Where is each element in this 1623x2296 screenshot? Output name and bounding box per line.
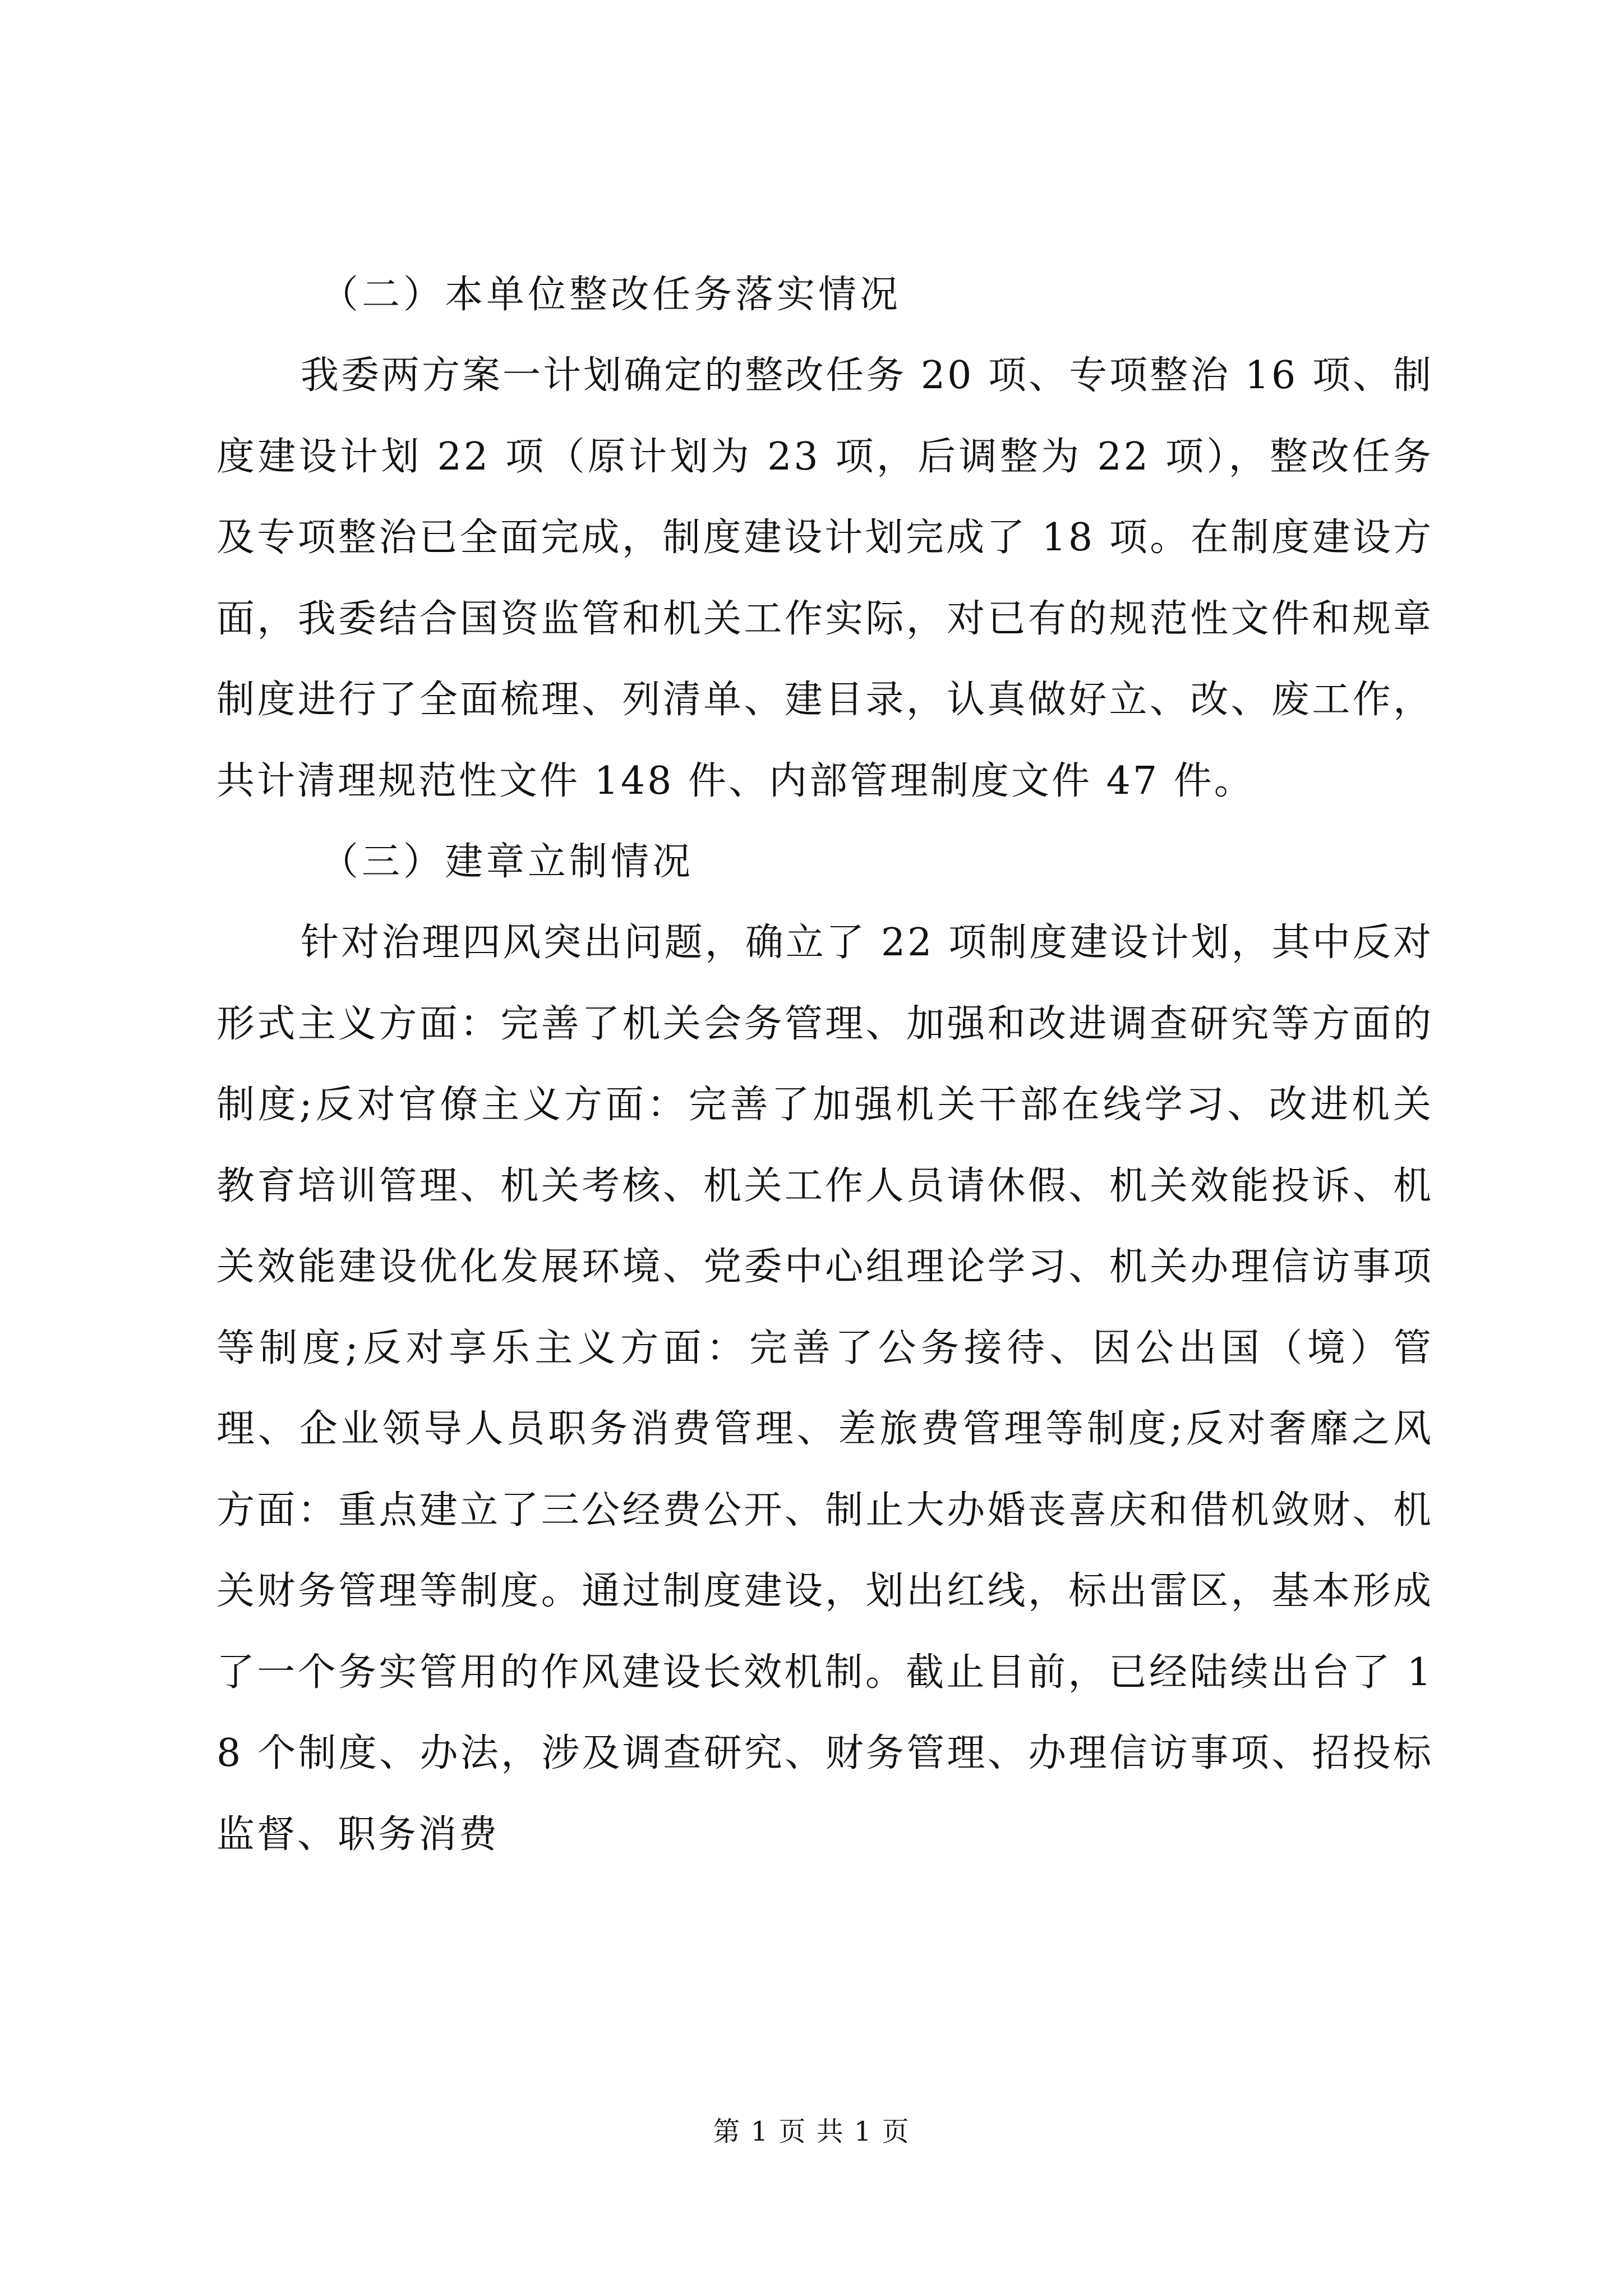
document-body — [216, 255, 1433, 1875]
section-paragraph-3: 针对治理四风突出问题，确立了 22 项制度建设计划，其中反对形式主义方面：完善了机关会务管理、加强和改进调查研究等方面的制度;反对官僚主义方面：完善了加强机关干部在线学习、改进机关教育培训管理、机关考核、机关工作人员请休假、机关效能投诉、机关效能建设优化发展环境、党委中心组理论学习、机关办理信访事项等制度;反对享乐主义方面：完善了公务接待、因公出国（境）管理、企业领导人员职务消费管理、差旅费管理等制度;反对奢靡之风方面：重点建立了三公经费公开、制止大办婚丧喜庆和借机敛财、机关财务管理等制度。通过制度建设，划出红线，标出雷区，基本形成了一个务实管用的作风建设长效机制。截止目前，已经陆续出台了 18 个制度、办法，涉及调查研究、财务管理、办理信访事项、招投标监督、职务消费 — [216, 921, 1433, 1857]
page-footer: 第 1 页 共 1 页 — [713, 2116, 910, 2147]
section-heading-3: （三）建章立制情况 — [320, 840, 694, 884]
section-heading-2: （二）本单位整改任务落实情况 — [320, 273, 902, 317]
section-paragraph-2: 我委两方案一计划确定的整改任务 20 项、专项整治 16 项、制度建设计划 22 项（原计划为 23 项，后调整为 22 项），整改任务及专项整治已全面完成，制度建设计划完成了 18 项。在制度建设方面，我委结合国资监管和机关工作实际，对已有的规范性文件和规章制度进行了全面梳理、列清单、建目录，认真做好立、改、废工作，共计清理规范性文件 148 件、内部管理制度文件 47 件。 — [216, 353, 1433, 803]
